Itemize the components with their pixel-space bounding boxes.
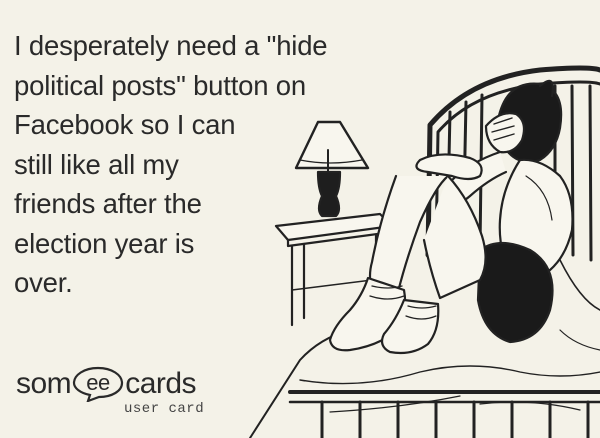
message-line: friends after the [14,188,202,219]
someecards-logo [16,366,204,417]
message-line: political posts" button on [14,69,306,101]
logo-prefix: som [16,367,72,400]
message-line: over. [14,267,73,298]
message-line: election year is [14,227,195,259]
logo-tagline: user card [124,401,205,417]
message-line: still like all my [14,148,179,180]
logo-wordmark [16,366,204,402]
ecard-message [14,26,384,303]
ee-speech-bubble-icon [72,366,124,402]
logo-suffix: cards [125,367,197,400]
message-line: Facebook so I can [14,109,236,140]
message-line: I desperately need a "hide [14,30,328,61]
logo-mark-text: ee [86,370,110,395]
